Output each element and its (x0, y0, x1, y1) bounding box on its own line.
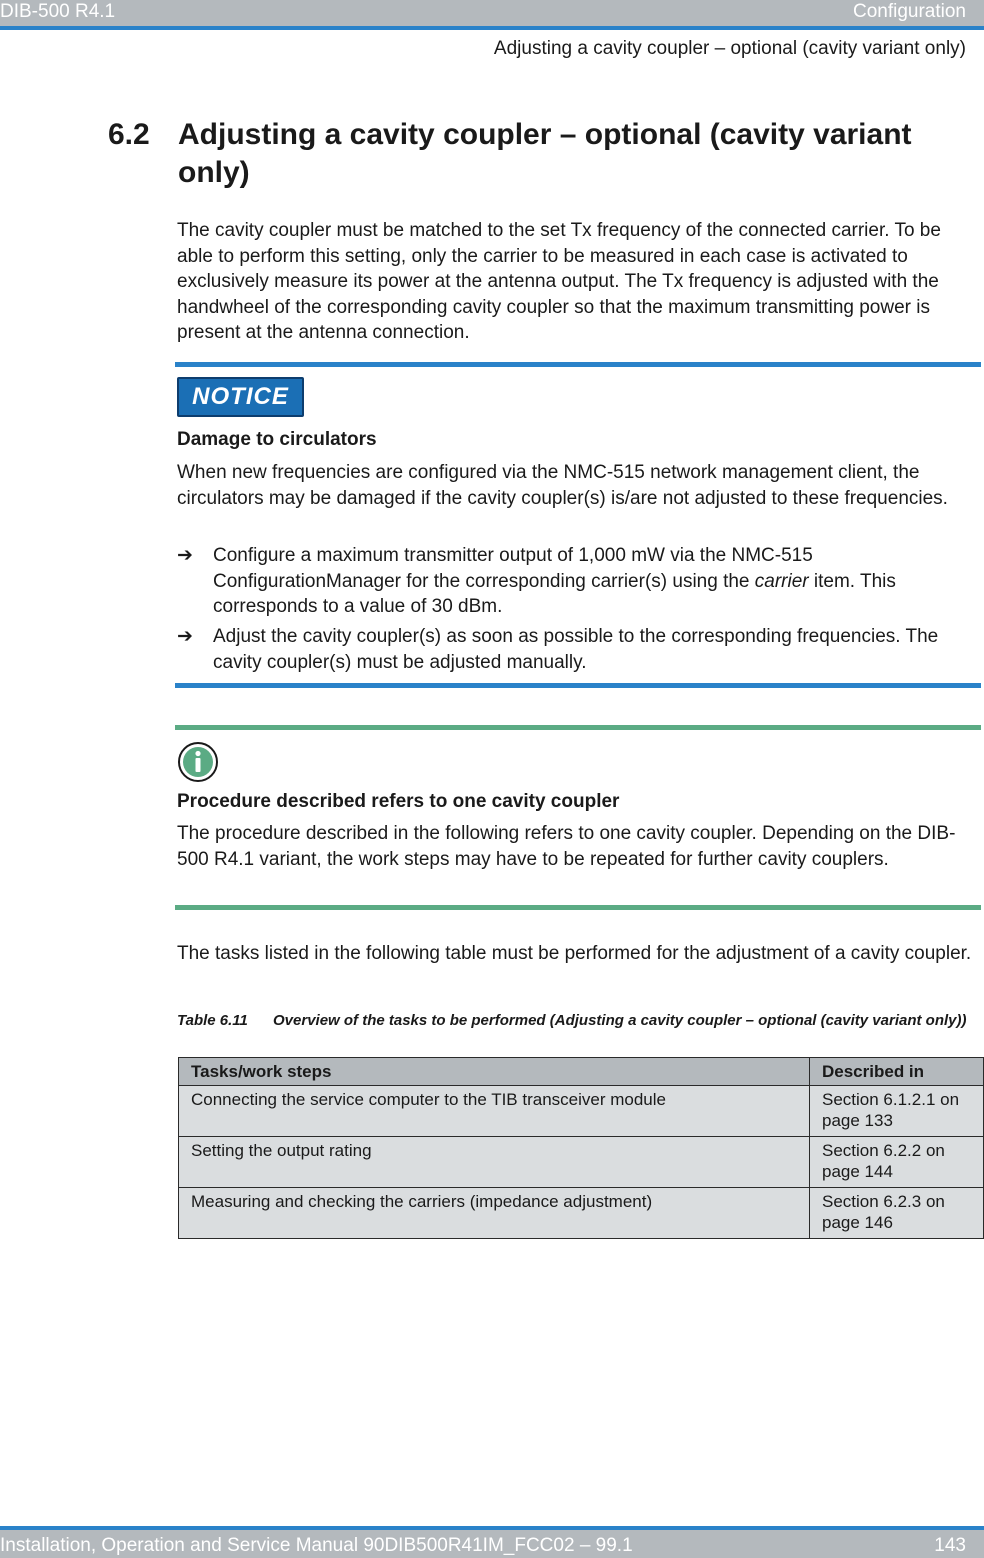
table-row (179, 1137, 984, 1188)
table-cell-task: Connecting the service computer to the TIB transceiver module (179, 1086, 810, 1137)
info-heading: Procedure described refers to one cavity coupler (177, 791, 620, 812)
table-cell-reference: Section 6.1.2.1 on page 133 (810, 1086, 984, 1137)
header-subtitle: Adjusting a cavity coupler – optional (cavity variant only) (493, 38, 966, 59)
bullet-2-text: Adjust the cavity coupler(s) as soon as possible to the corresponding frequencies. The cavity coupler(s) must be adjusted manually. (213, 626, 939, 673)
intro-paragraph: The cavity coupler must be matched to the set Tx frequency of the connected carrier. To be able to perform this setting, only the carrier to be measured in each case is activated to exclusively measure its power at the antenna output. The Tx frequency is adjusted with the handwheel of the corresponding cavity coupler so that the maximum transmitting power is present at the antenna connection. (177, 220, 941, 343)
tasks-table (178, 1057, 984, 1239)
section-title: Adjusting a cavity coupler – optional (cavity variant only) (178, 118, 912, 189)
arrow-icon: ➔ (177, 545, 193, 566)
table-cell-task: Setting the output rating (179, 1137, 810, 1188)
table-header-described-in: Described in (810, 1058, 984, 1086)
footer-page-number: 143 (934, 1535, 966, 1556)
table-row (179, 1188, 984, 1239)
arrow-icon: ➔ (177, 626, 193, 647)
table-row (179, 1086, 984, 1137)
notice-bottom-rule (175, 683, 981, 688)
info-bottom-rule (175, 905, 981, 910)
table-cell-task: Measuring and checking the carriers (impedance adjustment) (179, 1188, 810, 1239)
table-header-row (179, 1058, 984, 1086)
notice-text: When new frequencies are configured via the NMC-515 network management client, the circulators may be damaged if the cavity coupler(s) is/are not adjusted to these frequencies. (177, 462, 948, 509)
table-cell-reference: Section 6.2.3 on page 146 (810, 1188, 984, 1239)
tasks-intro: The tasks listed in the following table must be performed for the adjustment of a cavity coupler. (177, 943, 972, 964)
info-icon (177, 741, 219, 783)
info-text: The procedure described in the following refers to one cavity coupler. Depending on the DIB-500 R4.1 variant, the work steps may have to be repeated for further cavity couplers. (177, 823, 956, 870)
notice-badge: NOTICE (177, 377, 304, 417)
header-chapter: Configuration (852, 1, 966, 22)
footer-manual-title: Installation, Operation and Service Manual 90DIB500R41IM_FCC02 – 99.1 (0, 1535, 633, 1556)
header-doc-title: DIB-500 R4.1 (0, 1, 116, 22)
table-header-tasks: Tasks/work steps (179, 1058, 810, 1086)
info-top-rule (175, 725, 981, 730)
bullet-1-text: Configure a maximum transmitter output of 1,000 mW via the NMC-515 ConfigurationManager for the corresponding carrier(s) using the carrier item. This corresponds to a value of 30 dBm. (213, 545, 896, 617)
notice-top-rule (175, 362, 981, 367)
notice-heading: Damage to circulators (177, 429, 377, 450)
page-header-bar (0, 0, 984, 30)
table-caption-text: Overview of the tasks to be performed (Adjusting a cavity coupler – optional (cavity variant only)) (273, 1012, 967, 1029)
section-number: 6.2 (108, 118, 150, 151)
table-caption-number: Table 6.11 (177, 1012, 248, 1029)
table-cell-reference: Section 6.2.2 on page 144 (810, 1137, 984, 1188)
page-footer-bar (0, 1526, 984, 1558)
